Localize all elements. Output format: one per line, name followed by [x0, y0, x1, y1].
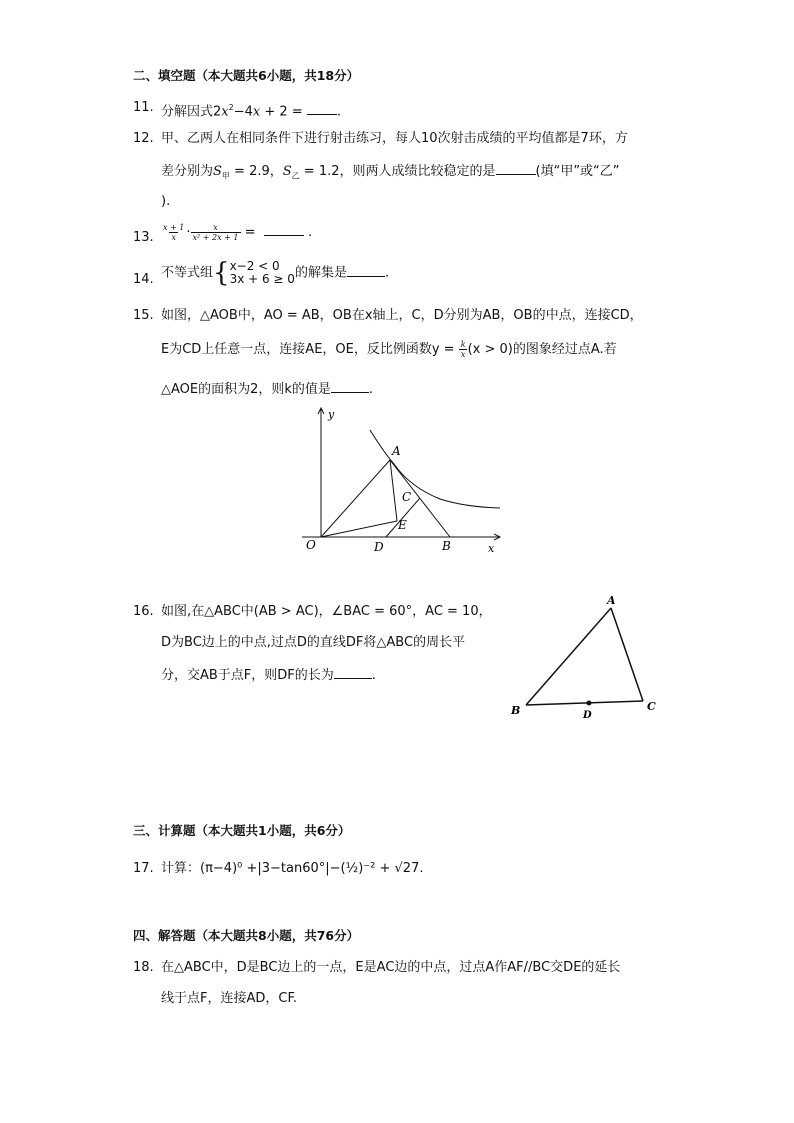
- q16-figure: [505, 590, 670, 720]
- q12-s-jia-sub: 甲: [221, 171, 230, 181]
- q14-row2: 3x + 6 ≥ 0: [229, 272, 295, 286]
- q13-f2-num: x: [213, 223, 218, 232]
- q15-answer-blank[interactable]: [331, 380, 369, 393]
- q11-var: x: [221, 104, 229, 120]
- q12-line2-b: (填“甲”或“乙”: [535, 164, 620, 179]
- q13-fraction-1: [161, 223, 186, 242]
- label-C: C: [402, 490, 412, 504]
- q13-answer-blank[interactable]: [264, 223, 304, 236]
- q18-number: 18.: [133, 960, 154, 975]
- q16-line3-a: 分，交AB于点F，则DF的长为: [161, 668, 334, 683]
- q13-eq: =: [240, 225, 260, 240]
- q13-f1-num: x + 1: [163, 223, 185, 232]
- q12-number: 12.: [133, 131, 154, 146]
- q13-suffix: .: [307, 225, 313, 240]
- q11-var2: x: [252, 104, 261, 120]
- label-B: B: [511, 704, 521, 717]
- q12-s-jia-val: = 2.9，: [229, 164, 283, 179]
- label-E: E: [398, 518, 407, 532]
- q14-prefix: 不等式组: [161, 265, 214, 281]
- q15-number: 15.: [133, 308, 154, 323]
- label-A: A: [607, 594, 616, 607]
- q16-number: 16.: [133, 604, 154, 619]
- q11-number: 11.: [133, 100, 154, 115]
- q14-suffix: 的解集是: [294, 265, 347, 281]
- q12-s-yi-sub: 乙: [291, 171, 300, 181]
- q13-number: 13.: [133, 230, 154, 245]
- q17-expression: (π−4)⁰ +|3−tan60°|−(½)⁻² + √27.: [200, 861, 424, 876]
- q11-answer-blank[interactable]: [307, 102, 337, 115]
- q16-line3-b: .: [371, 668, 376, 683]
- q18-line1: 在△ABC中，D是BC边上的一点，E是AC边的中点，过点A作AF//BC交DE的延长: [161, 960, 621, 975]
- segment-AE: [390, 460, 397, 521]
- q16-line2: D为BC边上的中点,过点D的直线DF将△ABC的周长平: [161, 635, 466, 650]
- q12-line1: 甲、乙两人在相同条件下进行射击练习，每人10次射击成绩的平均值都是7环，方: [161, 131, 628, 146]
- q12-answer-blank[interactable]: [496, 162, 536, 175]
- q11-coef: 2: [213, 104, 222, 120]
- q14-brace: {: [213, 258, 230, 288]
- section-3-title: 三、计算题（本大题共1小题，共6分）: [133, 823, 351, 838]
- label-y: y: [328, 408, 335, 421]
- q13-dot: ·: [186, 225, 191, 240]
- q11-term-c: + 2 =: [260, 104, 307, 120]
- q15-line3-b: .: [368, 382, 374, 397]
- hyperbola-curve: [370, 430, 500, 508]
- q11-prefix: 分解因式: [161, 104, 214, 120]
- q14-row1: x−2 < 0: [229, 259, 280, 273]
- q15-figure: [290, 402, 510, 562]
- q11-term-b: −4: [233, 104, 253, 120]
- section-4-title: 四、解答题（本大题共8小题，共76分）: [133, 928, 360, 943]
- segment-OE: [321, 521, 397, 537]
- q16-line1: 如图,在△ABC中(AB > AC)，∠BAC = 60°，AC = 10，: [161, 604, 492, 619]
- q12-s-jia: S: [213, 164, 222, 179]
- q15-line2: [161, 340, 617, 366]
- label-A: A: [392, 444, 401, 458]
- segment-OA: [321, 460, 390, 537]
- q14-end: .: [384, 265, 390, 281]
- q13-f2-den: x² + 2x + 1: [192, 233, 239, 242]
- q18-line2: 线于点F，连接AD，CF.: [161, 991, 297, 1006]
- q12-s-yi-val: = 1.2，则两人成绩比较稳定的是: [299, 164, 496, 179]
- q16-answer-blank[interactable]: [334, 666, 372, 679]
- side-BC: [526, 701, 643, 705]
- q16-line3: [161, 666, 376, 685]
- q14-system: [230, 260, 295, 286]
- q17-prefix: 计算：: [161, 861, 201, 876]
- q14-number: 14.: [133, 272, 154, 287]
- q15-line2-b: (x > 0)的图象经过点A.若: [467, 342, 617, 357]
- label-O: O: [306, 538, 316, 552]
- q12-s-yi: S: [282, 164, 292, 179]
- q12-line2: [161, 162, 620, 186]
- q14-answer-blank[interactable]: [347, 264, 385, 277]
- q11-suffix: .: [336, 104, 341, 120]
- label-D: D: [583, 710, 592, 720]
- q14-text: [161, 260, 389, 292]
- q15-line1: 如图，△AOB中，AO = AB，OB在x轴上，C，D分别为AB，OB的中点，连接CD，: [161, 308, 643, 323]
- label-D: D: [374, 540, 384, 554]
- q13-text: [161, 223, 312, 251]
- q15-line2-a: E为CD上任意一点，连接AE，OE，反比例函数y =: [161, 342, 459, 357]
- q11-text: [161, 99, 341, 121]
- side-AC: [611, 608, 643, 701]
- point-D: [587, 701, 592, 706]
- q15-k: k: [460, 340, 466, 349]
- q13-fraction-2: [191, 223, 241, 242]
- q15-fraction: [459, 340, 468, 359]
- q11-exp: 2: [228, 103, 234, 112]
- q15-line3-a: △AOE的面积为2，则k的值是: [161, 382, 331, 397]
- q15-line3: [161, 380, 373, 399]
- q12-line2-a: 差分别为: [161, 164, 214, 179]
- q12-line3: ).: [161, 194, 171, 209]
- q15-x: x: [460, 350, 466, 359]
- label-B: B: [442, 539, 451, 553]
- q17-text: [161, 860, 423, 878]
- q17-number: 17.: [133, 861, 154, 876]
- q13-f1-den: x: [171, 233, 176, 242]
- section-2-title: 二、填空题（本大题共6小题，共18分）: [133, 68, 360, 83]
- label-C: C: [647, 700, 656, 713]
- label-x: x: [488, 542, 495, 555]
- side-AB: [526, 608, 611, 705]
